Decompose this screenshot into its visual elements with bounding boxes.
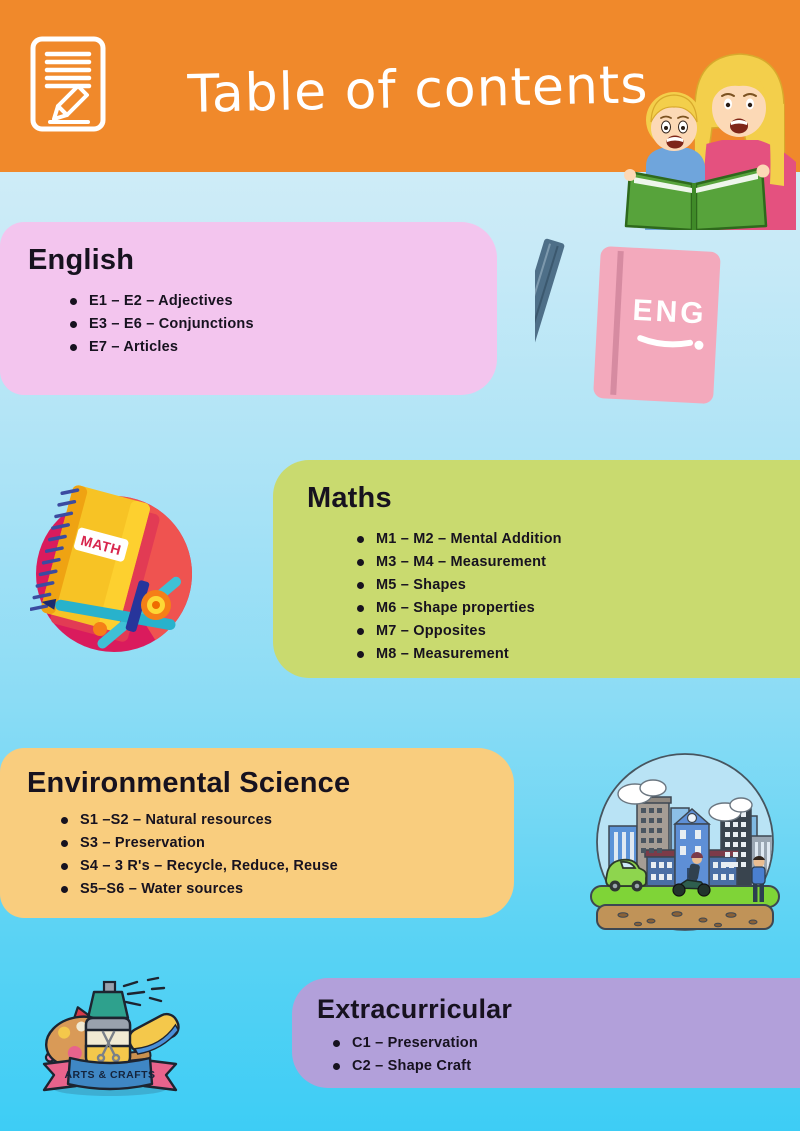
notepad-pencil-icon bbox=[30, 36, 106, 132]
arts-banner-label: ARTS & CRAFTS bbox=[64, 1069, 156, 1081]
section-title-english: English bbox=[28, 244, 135, 276]
extracurricular-topic-list bbox=[331, 1036, 800, 1074]
list-item: M8 – Measurement bbox=[355, 647, 800, 662]
page-title: Table of contents bbox=[187, 55, 649, 125]
section-environmental-science bbox=[0, 748, 514, 918]
list-item: E1 – E2 – Adjectives bbox=[68, 294, 497, 309]
list-item: M7 – Opposites bbox=[355, 624, 800, 639]
list-item: C2 – Shape Craft bbox=[331, 1059, 800, 1074]
list-item: M1 – M2 – Mental Addition bbox=[355, 532, 800, 547]
science-topic-list bbox=[59, 813, 514, 897]
list-item: M3 – M4 – Measurement bbox=[355, 555, 800, 570]
eco-city-badge-illustration bbox=[583, 750, 788, 945]
pencil-and-english-book-illustration bbox=[535, 232, 775, 417]
list-item: S3 – Preservation bbox=[59, 836, 514, 851]
list-item: S4 – 3 R's – Recycle, Reduce, Reuse bbox=[59, 859, 514, 874]
mother-and-child-reading-illustration bbox=[600, 44, 796, 230]
section-english bbox=[0, 222, 497, 395]
math-book-label: MATH bbox=[79, 532, 124, 559]
english-topic-list bbox=[68, 294, 497, 355]
list-item: C1 – Preservation bbox=[331, 1036, 800, 1051]
section-title-environmental-science: Environmental Science bbox=[27, 767, 351, 799]
list-item: E7 – Articles bbox=[68, 340, 497, 355]
list-item: M6 – Shape properties bbox=[355, 601, 800, 616]
section-title-extracurricular: Extracurricular bbox=[317, 994, 513, 1024]
section-title-maths: Maths bbox=[307, 482, 392, 514]
math-notebook-badge-illustration bbox=[30, 474, 200, 654]
list-item: E3 – E6 – Conjunctions bbox=[68, 317, 497, 332]
english-book-label: ENG bbox=[631, 293, 708, 331]
list-item: S1 –S2 – Natural resources bbox=[59, 813, 514, 828]
list-item: M5 – Shapes bbox=[355, 578, 800, 593]
section-maths bbox=[273, 460, 800, 678]
list-item: S5–S6 – Water sources bbox=[59, 882, 514, 897]
maths-topic-list bbox=[355, 532, 800, 662]
arts-and-crafts-badge-illustration bbox=[40, 972, 220, 1097]
section-extracurricular bbox=[292, 978, 800, 1088]
